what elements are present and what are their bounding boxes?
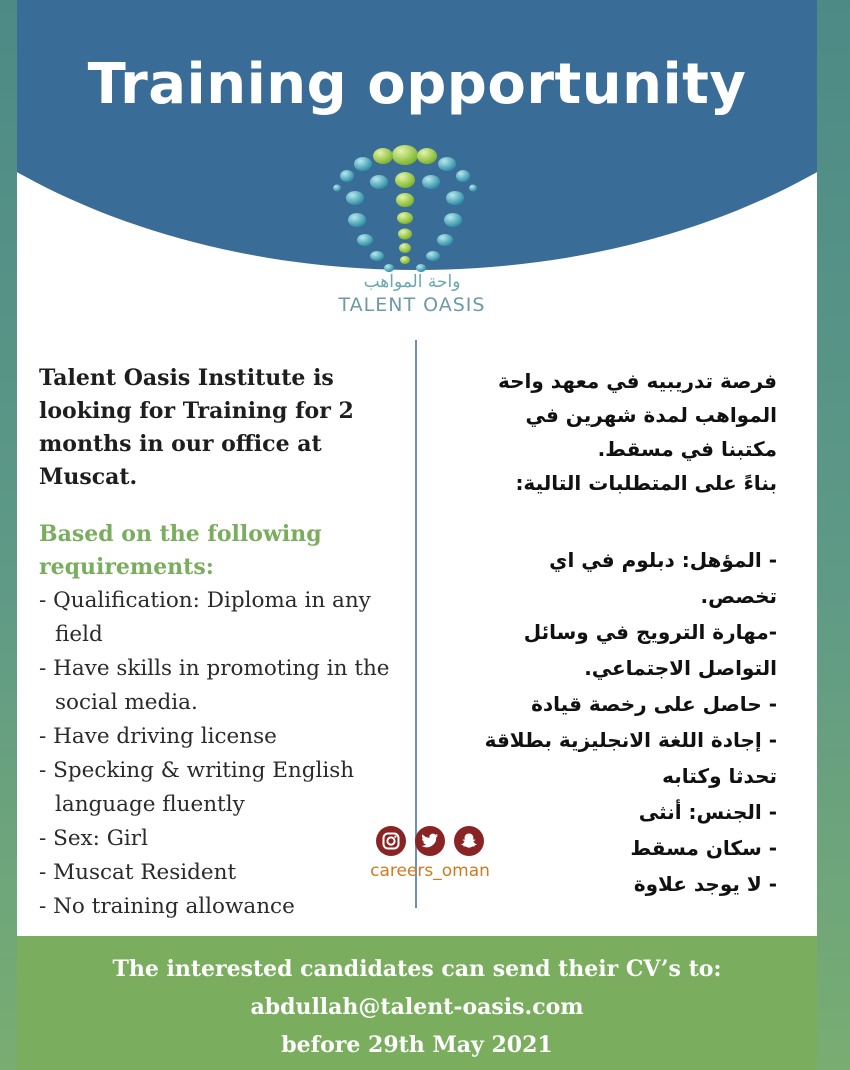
list-item: - لا يوجد علاوة <box>633 872 777 896</box>
list-item: - Sex: Girl <box>39 826 148 851</box>
list-item: - Muscat Resident <box>39 860 237 885</box>
list-item: - إجادة اللغة الانجليزية بطلاقة تحدثا وكتابه <box>484 728 777 788</box>
list-item: - No training allowance <box>39 894 295 919</box>
snapchat-icon[interactable] <box>454 826 484 856</box>
arabic-intro-line: مكتبنا في مسقط. <box>597 437 777 461</box>
arabic-intro-line: بناءً على المتطلبات التالية: <box>515 471 777 495</box>
logo-english-name: TALENT OASIS <box>338 294 486 316</box>
english-column <box>39 362 399 924</box>
list-item: - Specking & writing English language fluently <box>39 758 355 817</box>
instagram-icon[interactable] <box>376 826 406 856</box>
list-item: - حاصل على رخصة قيادة <box>531 692 777 716</box>
arabic-column <box>477 364 777 902</box>
requirements-title: Based on the following requirements: <box>39 521 322 580</box>
twitter-icon[interactable] <box>415 826 445 856</box>
application-deadline: before 29th May 2021 <box>281 1032 553 1058</box>
footer-instruction: The interested candidates can send their CV’s to: <box>112 956 722 982</box>
english-intro: Talent Oasis Institute is looking for Training for 2 months in our office at Muscat. <box>39 365 354 490</box>
social-handle[interactable]: careers_oman <box>370 861 490 881</box>
page-title: Training opportunity <box>87 52 747 117</box>
column-divider <box>415 340 417 908</box>
list-item: - Have driving license <box>39 724 277 749</box>
list-item: - سكان مسقط <box>630 836 777 860</box>
logo-arabic-name: واحة المواهب <box>363 272 461 292</box>
social-badge <box>365 826 495 881</box>
arabic-intro-line: فرصة تدريبيه في معهد واحة <box>498 369 777 393</box>
list-item: -مهارة الترويج في وسائل التواصل الاجتماعي. <box>523 620 777 680</box>
list-item: - Qualification: Diploma in any field <box>39 588 371 647</box>
footer-banner <box>17 936 817 1070</box>
list-item: - الجنس: أنثى <box>638 800 777 824</box>
contact-email[interactable]: abdullah@talent-oasis.com <box>250 994 584 1020</box>
arabic-requirements-list <box>477 542 777 902</box>
talent-oasis-logo-icon <box>327 142 483 282</box>
arabic-intro-line: المواهب لمدة شهرين في <box>525 403 777 427</box>
list-item: - المؤهل: دبلوم في اي تخصص. <box>549 548 777 608</box>
list-item: - Have skills in promoting in the social media. <box>39 656 390 715</box>
flyer-card <box>17 0 817 1070</box>
arabic-intro <box>477 364 777 500</box>
requirements-list <box>39 584 399 924</box>
